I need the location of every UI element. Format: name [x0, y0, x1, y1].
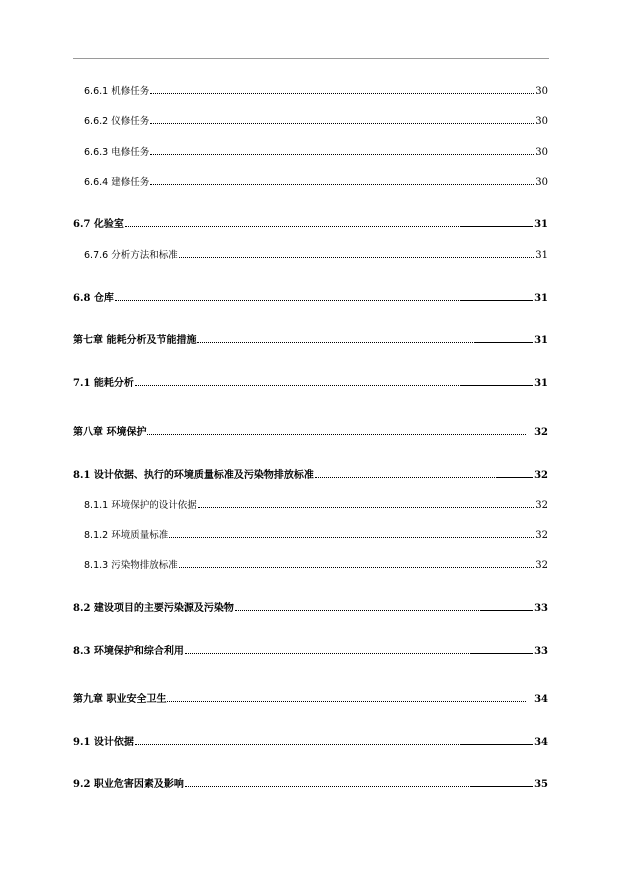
toc-entry[interactable] [73, 734, 548, 748]
toc-entry-page: 32 [535, 560, 548, 571]
toc-leader [115, 300, 461, 301]
toc-entry-page: 34 [534, 737, 548, 748]
toc-entry-title: 第七章 能耗分析及节能措施 [73, 335, 197, 346]
toc-entry-title: 6.6.4 建修任务 [84, 177, 150, 188]
toc-entry-title: 6.6.3 电修任务 [84, 147, 150, 158]
toc-entry-title: 8.2 建设项目的主要污染源及污染物 [73, 603, 234, 614]
toc-entry-page: 32 [534, 470, 548, 481]
toc-entry[interactable] [73, 691, 548, 705]
toc-entry-page: 35 [534, 779, 548, 790]
toc-entry-page: 30 [535, 177, 548, 188]
toc-entry-page: 33 [534, 646, 548, 657]
toc-leader-bar [497, 477, 533, 478]
toc-entry[interactable] [84, 113, 548, 127]
toc-leader [150, 123, 534, 124]
toc-entry-title: 6.7.6 分析方法和标准 [84, 250, 178, 261]
toc-entry[interactable] [84, 557, 548, 571]
toc-entry-title: 8.1 设计依据、执行的环境质量标准及污染物排放标准 [73, 470, 314, 481]
toc-entry[interactable] [84, 527, 548, 541]
toc-entry-page: 32 [535, 500, 548, 511]
toc-leader-bar [475, 342, 533, 343]
toc-entry[interactable] [73, 332, 548, 346]
toc-leader [315, 477, 497, 478]
toc-leader-bar [471, 653, 533, 654]
toc-entry-title: 9.2 职业危害因素及影响 [73, 779, 184, 790]
toc-leader [169, 537, 534, 538]
toc-leader [185, 653, 471, 654]
toc-leader-bar [461, 385, 533, 386]
toc-leader [235, 610, 481, 611]
toc-entry-title: 6.7 化验室 [73, 219, 124, 230]
header-rule [73, 58, 549, 59]
toc-entry[interactable] [84, 144, 548, 158]
toc-leader-bar [461, 226, 533, 227]
toc-entry[interactable] [84, 174, 548, 188]
toc-entry-title: 7.1 能耗分析 [73, 378, 134, 389]
toc-entry[interactable] [73, 290, 548, 304]
toc-entry-page: 32 [535, 530, 548, 541]
toc-entry-title: 6.8 仓库 [73, 293, 114, 304]
toc-entry-page: 30 [535, 116, 548, 127]
toc-leader-bar [461, 300, 533, 301]
toc-entry-page: 34 [534, 694, 548, 705]
toc-entry-page: 30 [535, 86, 548, 97]
toc-entry-page: 30 [535, 147, 548, 158]
toc-leader [185, 786, 471, 787]
toc-entry[interactable] [73, 467, 548, 481]
toc-entry[interactable] [73, 424, 548, 438]
toc-entry[interactable] [73, 375, 548, 389]
toc-entry-page: 31 [535, 250, 548, 261]
toc-entry-page: 32 [534, 427, 548, 438]
toc-leader [135, 744, 461, 745]
toc-leader [125, 226, 461, 227]
toc-leader [150, 93, 534, 94]
toc-entry-title: 6.6.2 仪修任务 [84, 116, 150, 127]
toc-leader-bar [481, 610, 533, 611]
toc-entry-page: 31 [534, 293, 548, 304]
toc-entry-title: 8.1.2 环境质量标准 [84, 530, 169, 541]
toc-leader [147, 434, 526, 435]
toc-leader [197, 342, 475, 343]
toc-entry-page: 31 [534, 335, 548, 346]
toc-entry[interactable] [84, 247, 548, 261]
toc-leader [135, 385, 461, 386]
toc-leader [150, 154, 534, 155]
toc-entry[interactable] [73, 643, 548, 657]
toc-entry[interactable] [73, 776, 548, 790]
toc-entry-title: 8.1.1 环境保护的设计依据 [84, 500, 197, 511]
toc-entry-title: 6.6.1 机修任务 [84, 86, 150, 97]
toc-entry-title: 8.3 环境保护和综合利用 [73, 646, 184, 657]
toc-entry-page: 31 [534, 378, 548, 389]
toc-leader [179, 567, 535, 568]
toc-leader [150, 184, 534, 185]
toc-entry[interactable] [73, 600, 548, 614]
toc-entry-page: 33 [534, 603, 548, 614]
toc-entry[interactable] [84, 83, 548, 97]
toc-entry[interactable] [73, 216, 548, 230]
toc-leader [198, 507, 535, 508]
toc-leader [179, 257, 535, 258]
toc-entry-page: 31 [534, 219, 548, 230]
toc-entry-title: 8.1.3 污染物排放标准 [84, 560, 178, 571]
toc-entry[interactable] [84, 497, 548, 511]
toc-leader [167, 701, 526, 702]
toc-entry-title: 第八章 环境保护 [73, 427, 147, 438]
toc-leader-bar [471, 786, 533, 787]
toc-entry-title: 9.1 设计依据 [73, 737, 134, 748]
toc-leader-bar [461, 744, 533, 745]
toc-entry-title: 第九章 职业安全卫生 [73, 694, 167, 705]
